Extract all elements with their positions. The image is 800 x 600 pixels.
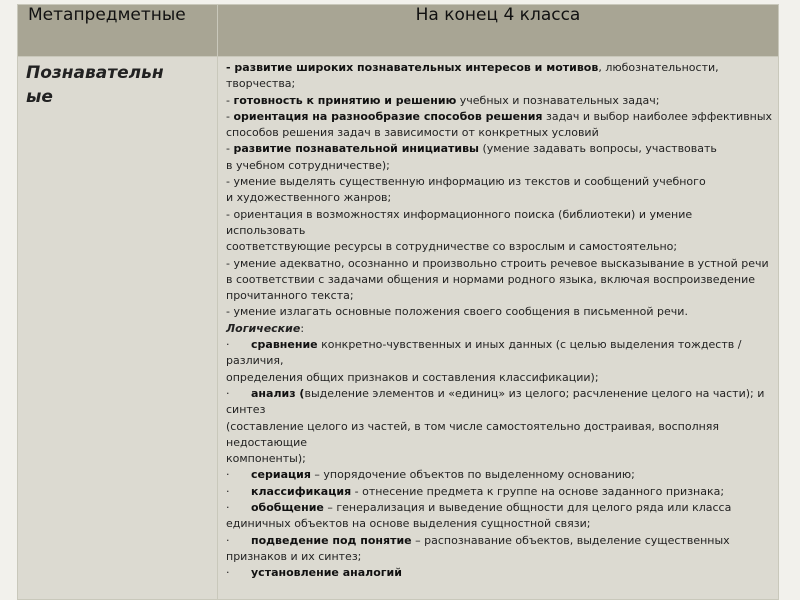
key-term: подведение под понятие [251,533,412,547]
content-line [226,337,772,353]
content-line [226,549,772,565]
line-text: , любознательности, [598,61,719,74]
bullet-mark: · [226,484,230,498]
line-text: – распознавание объектов, выделение существенных [411,533,730,547]
line-text: и художественного жанров; [226,191,392,205]
line-text: - умение излагать основные положения своего сообщения в письменной речи. [226,305,688,319]
line-text: - умение выделять существенную информацию из текстов и сообщений учебного [226,175,706,189]
key-term: обобщение [251,501,324,515]
line-text: компоненты); [226,452,306,466]
bullet-mark: · [226,386,230,400]
line-text: - ориентация в возможностях информационного поиска (библиотеки) и умение [226,207,693,221]
content-line [226,125,772,141]
line-text: учебных и познавательных задач; [456,93,660,107]
category-label [18,57,217,109]
section-subheading: Логические [226,321,301,335]
line-text: творчества; [226,77,296,91]
line-text: определения общих признаков и составления классификации); [226,370,599,384]
line-text: (составление целого из частей, в том числе самостоятельно достраивая, восполняя [226,419,720,433]
content-line [226,109,772,125]
competency-table [17,4,779,600]
line-text: - отнесение предмета к группе на основе заданного признака; [351,484,725,498]
key-term: готовность к принятию и решению [233,93,457,107]
line-text: конкретно-чувственных и иных данных (с целью выделения тождеств / [317,338,742,352]
header-grade4-end: На конец 4 класса [218,5,779,57]
content-line [226,190,772,206]
content-line [226,174,772,190]
category-cell [18,57,218,600]
content-line [226,272,772,288]
content-line [226,353,772,369]
table-header-row [18,5,779,57]
header-metasubject: Метапредметные [18,5,218,57]
content-line [226,93,772,109]
content-line [226,451,772,467]
content-line [226,304,772,320]
content-line [226,223,772,239]
content-cell [218,57,779,600]
content-line [226,256,772,272]
key-term: классификация [251,484,352,498]
line-text: единичных объектов на основе выделения сущностной связи; [226,517,591,531]
key-term: сравнение [251,338,318,352]
line-text: различия, [226,354,284,368]
line-text: – генерализация и выведение общности для целого ряда или класса [323,501,732,515]
line-text: – упорядочение объектов по выделенному основанию; [310,468,635,482]
line-text: синтез [226,403,266,417]
key-term: - развитие широких познавательных интересов и мотивов [226,61,599,74]
bullet-mark: · [226,338,230,352]
content-line [226,435,772,451]
category-label-line1: Познавательн [26,63,164,83]
content-line [226,484,772,500]
line-text: в соответствии с задачами общения и нормами родного языка, включая воспроизведение [226,272,756,286]
bullet-mark: · [226,566,230,580]
category-label-line2: ые [26,87,53,107]
line-prefix: - [226,142,234,156]
content-line [226,370,772,386]
content-line [226,467,772,483]
line-text: - умение адекватно, осознанно и произвольно строить речевое высказывание в устной речи [226,256,769,270]
line-text: : [300,321,305,335]
line-prefix: - [226,109,234,123]
key-term: ориентация на разнообразие способов решения [233,109,543,123]
content-line [226,158,772,174]
content-line [226,321,772,337]
content-line [226,565,772,581]
line-text: прочитанного текста; [226,289,354,303]
content-line [226,207,772,223]
key-term: развитие познавательной инициативы [233,142,479,156]
content-line [226,288,772,304]
content-line [226,516,772,532]
line-text: в учебном сотрудничестве); [226,158,390,172]
content-text [218,57,778,582]
line-text: способов решения задач в зависимости от конкретных условий [226,126,599,140]
line-prefix: - [226,93,234,107]
content-line [226,402,772,418]
content-line [226,60,772,76]
key-term: установление аналогий [251,566,402,580]
key-term: анализ ( [251,386,305,400]
line-text: использовать [226,223,306,237]
line-text: недостающие [226,435,308,449]
bullet-mark: · [226,533,230,547]
table-row [18,57,779,600]
bullet-mark: · [226,468,230,482]
key-term: сериация [251,468,311,482]
line-text: соответствующие ресурсы в сотрудничестве со взрослым и самостоятельно; [226,240,678,254]
content-line [226,533,772,549]
bullet-mark: · [226,501,230,515]
content-line [226,239,772,255]
line-text: (умение задавать вопросы, участвовать [479,142,717,156]
content-line [226,500,772,516]
content-line [226,419,772,435]
content-line [226,76,772,92]
line-text: выделение элементов и «единиц» из целого; расчленение целого на части); и [304,386,765,400]
content-line [226,386,772,402]
content-line [226,141,772,157]
line-text: признаков и их синтез; [226,549,362,563]
line-text: задач и выбор наиболее эффективных [542,109,773,123]
